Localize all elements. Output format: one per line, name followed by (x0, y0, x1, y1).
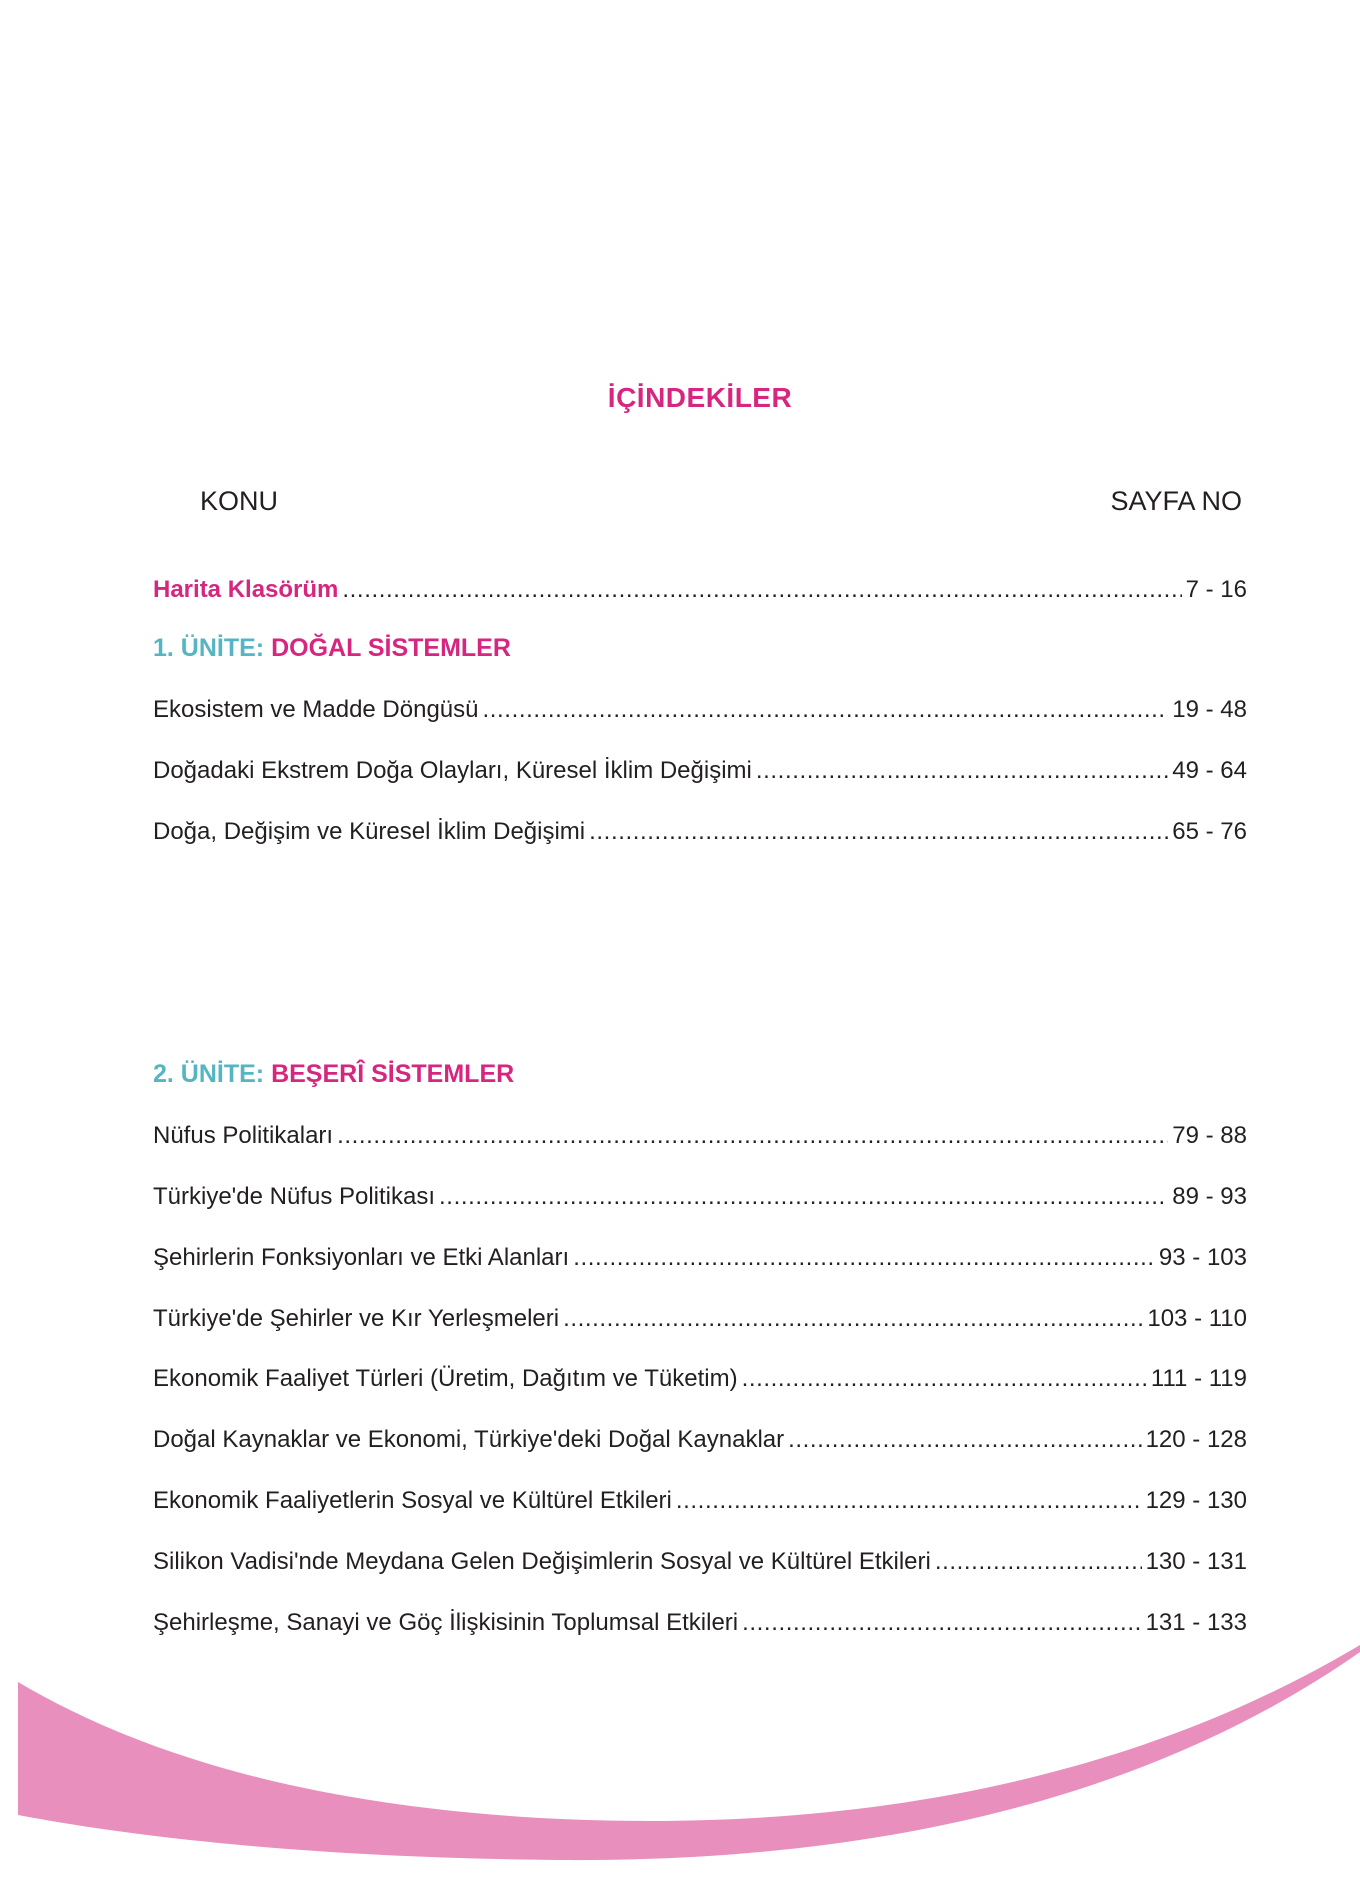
unit-heading-1 (153, 634, 511, 663)
toc-entry-pages: 89 - 93 (1172, 1183, 1247, 1210)
toc-entry-label: Doğadaki Ekstrem Doğa Olayları, Küresel İklim Değişimi (153, 757, 752, 784)
toc-entry-pages: 65 - 76 (1172, 818, 1247, 845)
toc-entry-pages: 131 - 133 (1145, 1609, 1247, 1636)
toc-entry-label: Ekosistem ve Madde Döngüsü (153, 696, 479, 723)
toc-entry-label: Harita Klasörüm (153, 576, 339, 603)
toc-entry-label: Doğal Kaynaklar ve Ekonomi, Türkiye'deki Doğal Kaynaklar (153, 1426, 785, 1453)
decorative-swoosh (0, 1600, 1360, 1890)
toc-entry-pages: 111 - 119 (1150, 1365, 1247, 1392)
toc-entry-pages: 130 - 131 (1145, 1548, 1247, 1575)
dot-leader (935, 1547, 1142, 1577)
toc-entry[interactable] (153, 1364, 1247, 1394)
dot-leader (563, 1304, 1143, 1334)
toc-entry-label: Şehirleşme, Sanayi ve Göç İlişkisinin Toplumsal Etkileri (153, 1609, 739, 1636)
toc-entry-pages: 19 - 48 (1172, 696, 1247, 723)
unit-number: 1. ÜNİTE: (153, 634, 265, 662)
toc-entry-pages: 129 - 130 (1145, 1487, 1247, 1514)
dot-leader (439, 1182, 1168, 1212)
column-header-konu: KONU (200, 486, 279, 516)
toc-entry[interactable] (153, 1182, 1247, 1212)
toc-entry[interactable] (153, 1425, 1247, 1455)
dot-leader (589, 817, 1168, 847)
unit-number: 2. ÜNİTE: (153, 1060, 265, 1088)
toc-entry[interactable] (153, 817, 1247, 847)
toc-entry-harita-klasorum[interactable] (153, 575, 1247, 605)
toc-entry[interactable] (153, 1486, 1247, 1516)
dot-leader (788, 1425, 1141, 1455)
unit-name: BEŞERÎ SİSTEMLER (271, 1060, 515, 1088)
dot-leader (573, 1243, 1155, 1273)
toc-entry-label: Silikon Vadisi'nde Meydana Gelen Değişimlerin Sosyal ve Kültürel Etkileri (153, 1548, 931, 1575)
toc-entry[interactable] (153, 1304, 1247, 1334)
dot-leader (742, 1364, 1147, 1394)
toc-entry-pages: 120 - 128 (1145, 1426, 1247, 1453)
toc-entry-label: Ekonomik Faaliyetlerin Sosyal ve Kültürel Etkileri (153, 1487, 672, 1514)
dot-leader (337, 1121, 1168, 1151)
toc-entry[interactable] (153, 1121, 1247, 1151)
toc-entry-label: Doğa, Değişim ve Küresel İklim Değişimi (153, 818, 586, 845)
unit-heading-2 (153, 1060, 514, 1089)
toc-entry-pages: 79 - 88 (1172, 1122, 1247, 1149)
toc-entry-label: Şehirlerin Fonksiyonları ve Etki Alanları (153, 1244, 570, 1271)
toc-entry[interactable] (153, 695, 1247, 725)
toc-entry-label: Türkiye'de Nüfus Politikası (153, 1183, 436, 1210)
toc-entry-pages: 93 - 103 (1158, 1244, 1247, 1271)
dot-leader (342, 575, 1181, 605)
dot-leader (483, 695, 1169, 725)
toc-entry-pages: 103 - 110 (1147, 1305, 1247, 1332)
unit-name: DOĞAL SİSTEMLER (271, 634, 511, 662)
toc-entry-pages: 49 - 64 (1172, 757, 1247, 784)
dot-leader (756, 756, 1168, 786)
page-title: İÇİNDEKİLER (607, 382, 793, 413)
toc-entry-label: Nüfus Politikaları (153, 1122, 334, 1149)
toc-entry[interactable] (153, 1243, 1247, 1273)
toc-entry-label: Ekonomik Faaliyet Türleri (Üretim, Dağıtım ve Tüketim) (153, 1365, 738, 1392)
toc-entry-pages: 7 - 16 (1185, 576, 1247, 603)
toc-entry[interactable] (153, 1547, 1247, 1577)
dot-leader (676, 1486, 1142, 1516)
swoosh-shape (18, 1645, 1360, 1860)
column-header-sayfa-no: SAYFA NO (1110, 486, 1242, 516)
toc-entry[interactable] (153, 756, 1247, 786)
toc-entry-label: Türkiye'de Şehirler ve Kır Yerleşmeleri (153, 1305, 560, 1332)
